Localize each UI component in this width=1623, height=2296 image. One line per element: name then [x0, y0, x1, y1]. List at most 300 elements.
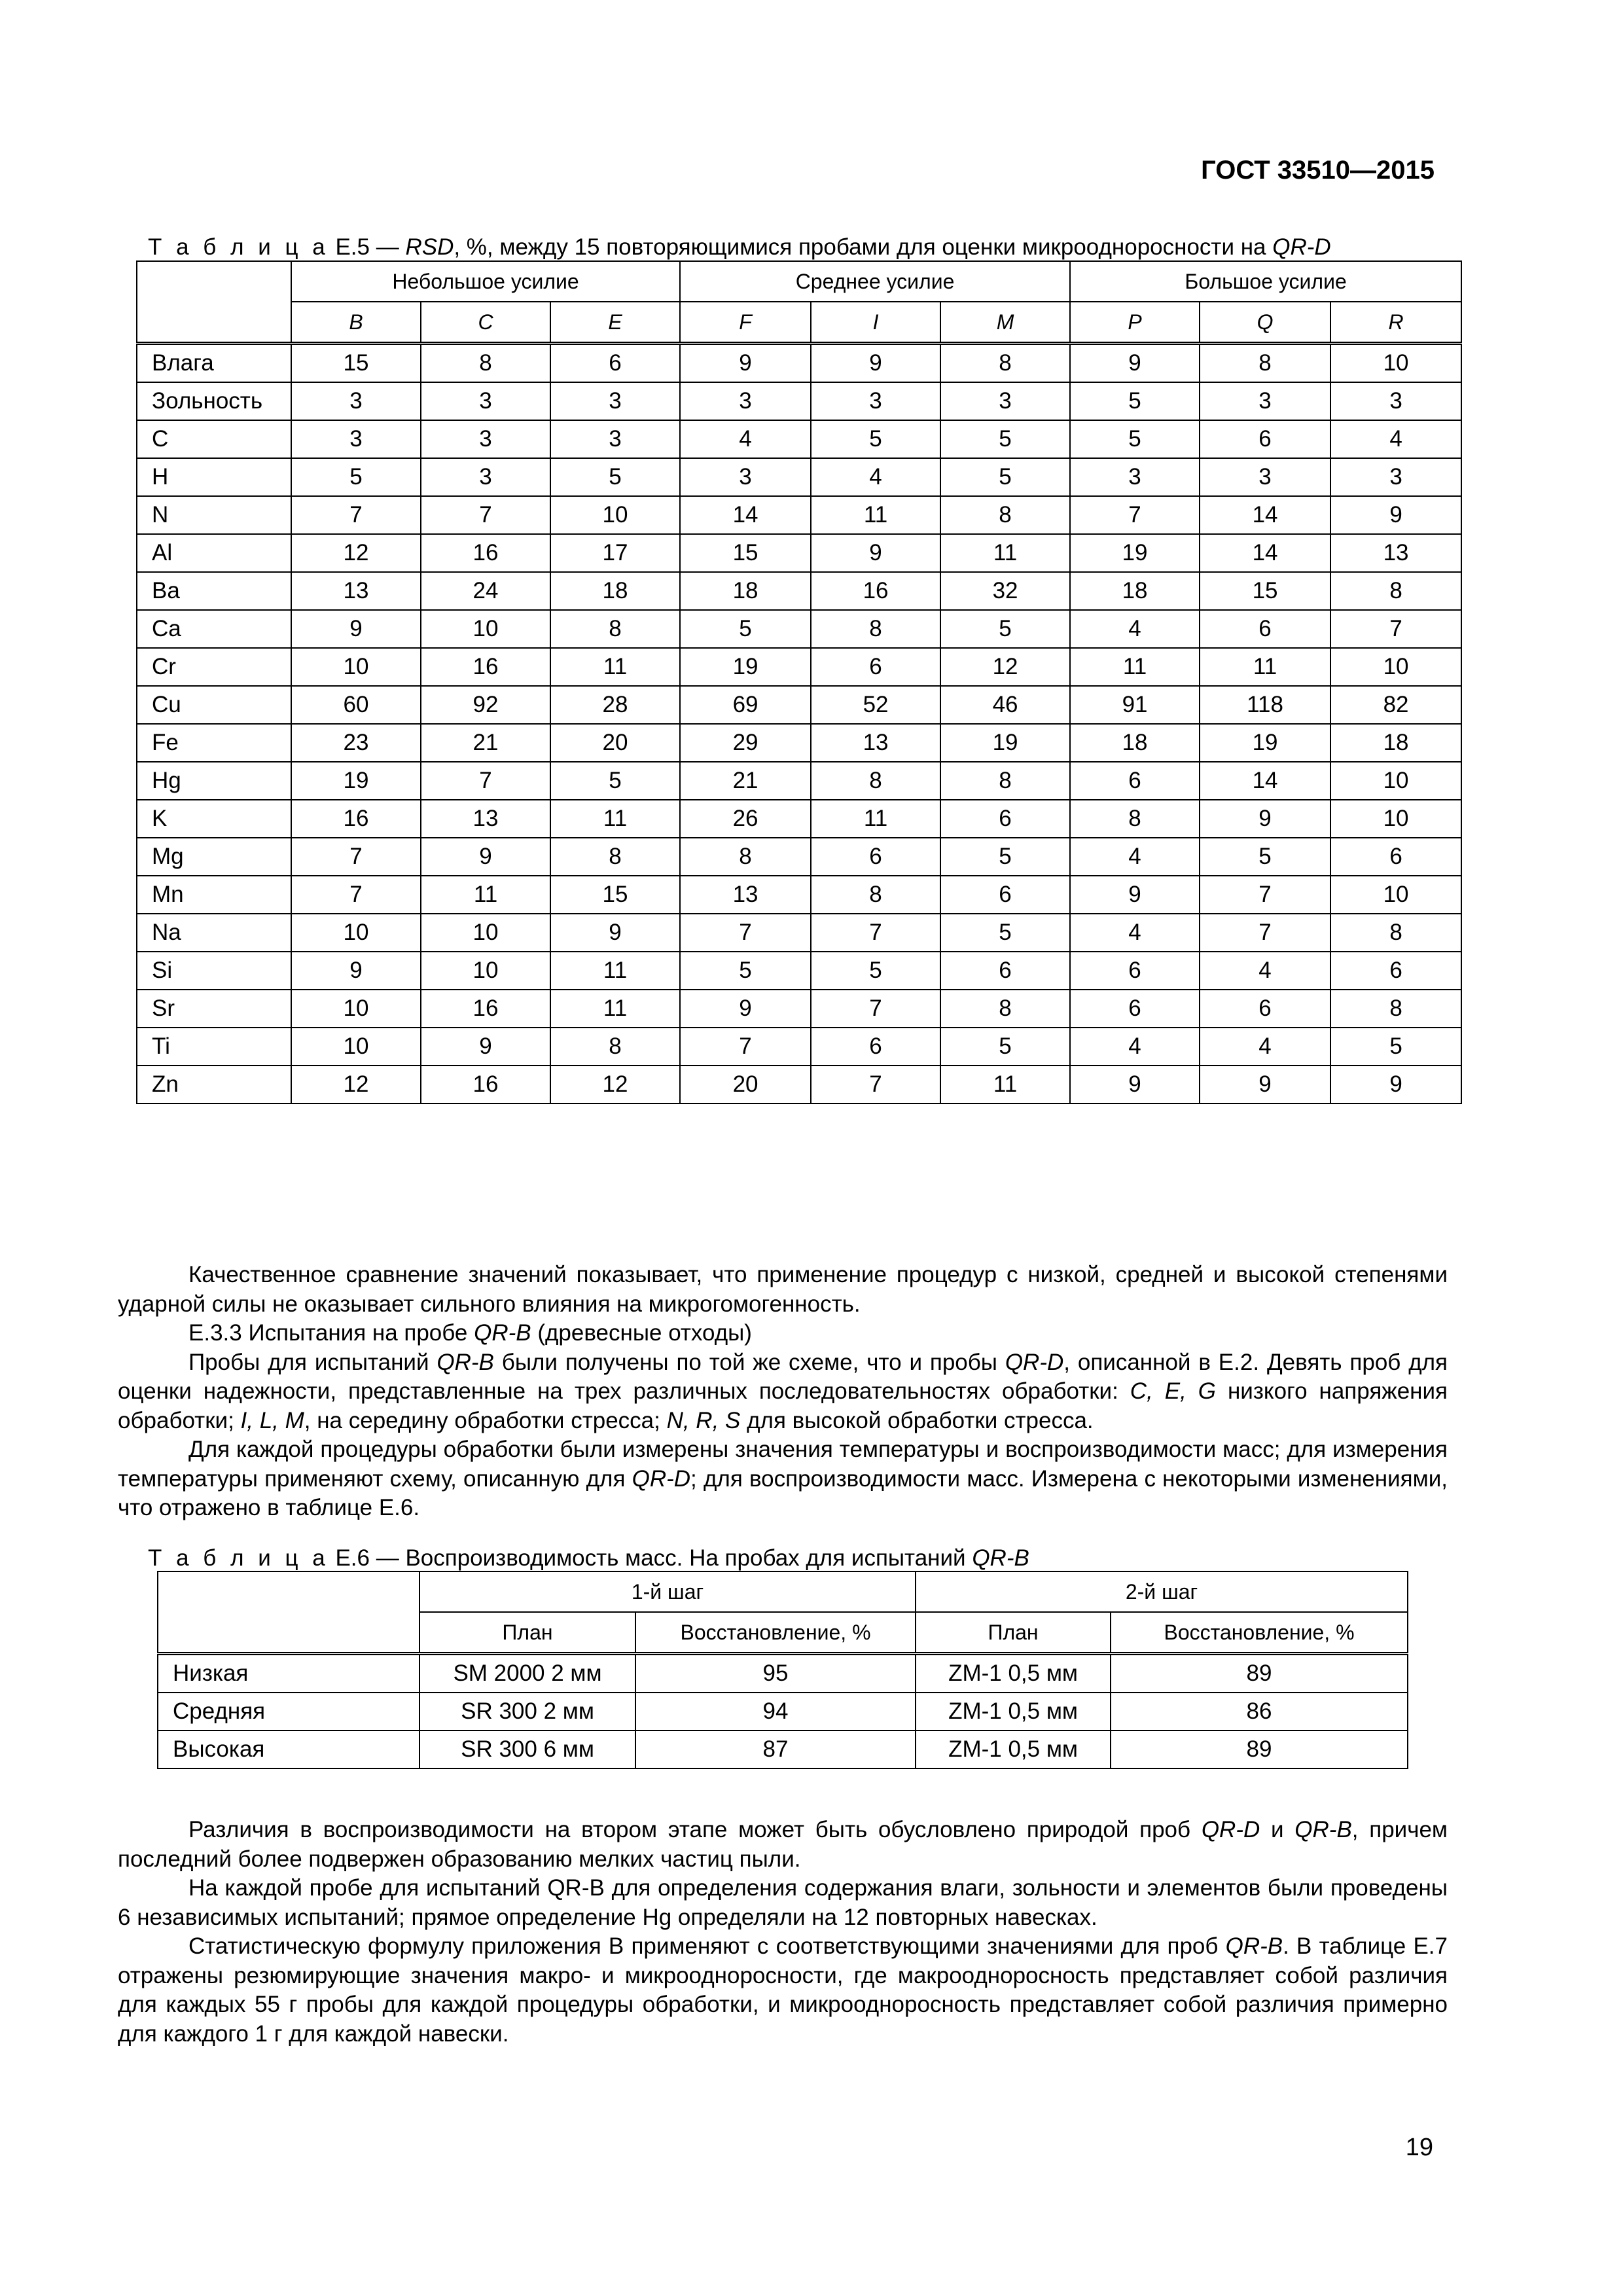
table-cell: 21 [680, 762, 811, 800]
table-cell: 18 [550, 572, 680, 610]
table-cell: 7 [291, 496, 421, 534]
table-e5-group-low: Небольшое усилие [291, 261, 680, 302]
table-cell: 8 [550, 838, 680, 876]
table-cell: 7 [1200, 876, 1330, 914]
table-cell: 7 [421, 496, 550, 534]
table-cell: 8 [940, 344, 1070, 383]
table-cell: 12 [940, 648, 1070, 686]
table-cell: 6 [940, 876, 1070, 914]
table-cell: 7 [421, 762, 550, 800]
row-label: Низкая [158, 1654, 419, 1693]
table-e5-col-header: I [811, 302, 940, 344]
table-cell: 11 [550, 952, 680, 990]
table-cell: 10 [421, 610, 550, 648]
section-heading [118, 1319, 1448, 1348]
table-cell: 5 [940, 914, 1070, 952]
table-cell: 32 [940, 572, 1070, 610]
table-cell: 82 [1330, 686, 1461, 724]
table-cell: 12 [550, 1066, 680, 1103]
heading-text: Е.3.3 Испытания на пробе [188, 1320, 474, 1346]
table-cell: 8 [940, 990, 1070, 1028]
text-italic: QR-D [632, 1465, 691, 1492]
table-cell: 13 [1330, 534, 1461, 572]
table-e5-row [137, 534, 1461, 572]
table-cell: 18 [1330, 724, 1461, 762]
table-cell: 10 [291, 990, 421, 1028]
table-e5-caption-rsd: RSD [405, 234, 454, 260]
table-cell: 4 [680, 420, 811, 458]
table-e6-caption-sample: QR-B [972, 1545, 1029, 1571]
table-e5-caption-num: Е.5 — [329, 234, 406, 260]
text-run: были получены по той же схеме, что и пробы [493, 1349, 1005, 1375]
text-run: для высокой обработки стресса. [740, 1407, 1094, 1433]
table-cell: ZM-1 0,5 мм [916, 1654, 1111, 1693]
table-cell: 11 [421, 876, 550, 914]
row-label: Al [137, 534, 291, 572]
table-cell: 8 [811, 762, 940, 800]
table-e6-caption-prefix: Т а б л и ц а [148, 1545, 329, 1571]
table-cell: 10 [1330, 876, 1461, 914]
row-label: N [137, 496, 291, 534]
table-cell: 5 [811, 420, 940, 458]
table-cell: 94 [635, 1693, 916, 1731]
text-block-1 [118, 1261, 1448, 1523]
table-e6 [157, 1571, 1408, 1769]
table-e5-row [137, 800, 1461, 838]
table-cell: 5 [940, 420, 1070, 458]
table-cell: 5 [811, 952, 940, 990]
table-cell: 8 [940, 762, 1070, 800]
table-e5-caption-prefix: Т а б л и ц а [148, 234, 329, 260]
table-cell: SM 2000 2 мм [419, 1654, 635, 1693]
text-block-2 [118, 1816, 1448, 2049]
table-e5-row [137, 838, 1461, 876]
table-cell: SR 300 6 мм [419, 1731, 635, 1768]
table-e6-step-2: 2-й шаг [916, 1571, 1408, 1612]
table-cell: 29 [680, 724, 811, 762]
row-label: Ti [137, 1028, 291, 1066]
table-cell: 3 [1200, 382, 1330, 420]
table-cell: 3 [1200, 458, 1330, 496]
page-number: 19 [1405, 2134, 1433, 2161]
table-cell: 11 [550, 990, 680, 1028]
table-cell: 15 [550, 876, 680, 914]
table-e5-col-header: Q [1200, 302, 1330, 344]
table-cell: 6 [1070, 762, 1200, 800]
row-label: Na [137, 914, 291, 952]
table-cell: 6 [1070, 990, 1200, 1028]
row-label: Hg [137, 762, 291, 800]
table-cell: 23 [291, 724, 421, 762]
table-cell: 5 [940, 458, 1070, 496]
table-cell: 7 [291, 838, 421, 876]
table-cell: 8 [421, 344, 550, 383]
table-cell: 6 [811, 1028, 940, 1066]
table-cell: 3 [550, 382, 680, 420]
table-e5-col-header: B [291, 302, 421, 344]
table-cell: 6 [1330, 838, 1461, 876]
table-cell: 4 [1330, 420, 1461, 458]
table-cell: 11 [550, 648, 680, 686]
row-label: Влага [137, 344, 291, 383]
table-e5-corner [137, 261, 291, 302]
table-e6-subheader: План [916, 1612, 1111, 1654]
row-label: Mn [137, 876, 291, 914]
table-cell: 3 [1330, 382, 1461, 420]
table-cell: 9 [421, 838, 550, 876]
table-cell: 18 [1070, 572, 1200, 610]
table-cell: 19 [680, 648, 811, 686]
table-cell: 10 [550, 496, 680, 534]
table-cell: 4 [1070, 838, 1200, 876]
table-cell: 11 [811, 800, 940, 838]
table-cell: 18 [680, 572, 811, 610]
text-run: низкого напряжения обработки; [118, 1378, 1448, 1433]
table-cell: 8 [1330, 914, 1461, 952]
table-cell: 8 [680, 838, 811, 876]
table-e6-subheader: Восстановление, % [635, 1612, 916, 1654]
row-label: Высокая [158, 1731, 419, 1768]
table-cell: 92 [421, 686, 550, 724]
table-e5-row [137, 1028, 1461, 1066]
table-e6-row [158, 1693, 1408, 1731]
table-cell: 6 [940, 952, 1070, 990]
table-cell: 24 [421, 572, 550, 610]
table-cell: 7 [291, 876, 421, 914]
table-cell: 7 [1070, 496, 1200, 534]
table-cell: ZM-1 0,5 мм [916, 1731, 1111, 1768]
table-cell: 8 [1070, 800, 1200, 838]
text-run: , описанной в Е.2. Девять проб для оценки надежности, представленные на трех различных последовательностях обработки: [118, 1349, 1448, 1404]
table-cell: 3 [811, 382, 940, 420]
table-cell: 16 [811, 572, 940, 610]
table-cell: 8 [1200, 344, 1330, 383]
table-e5-row [137, 496, 1461, 534]
table-cell: 10 [1330, 648, 1461, 686]
table-cell: 6 [550, 344, 680, 383]
table-cell: 5 [1070, 382, 1200, 420]
table-e5-row [137, 724, 1461, 762]
table-cell: 9 [680, 990, 811, 1028]
table-cell: 9 [1070, 1066, 1200, 1103]
text-italic: C, E, G [1130, 1378, 1217, 1404]
table-cell: 14 [1200, 534, 1330, 572]
table-cell: 28 [550, 686, 680, 724]
table-cell: 7 [680, 914, 811, 952]
text-run: Пробы для испытаний [188, 1349, 437, 1375]
table-cell: 9 [1070, 876, 1200, 914]
table-cell: 5 [1200, 838, 1330, 876]
table-e6-subheader: План [419, 1612, 635, 1654]
table-e5-row [137, 914, 1461, 952]
table-e6-caption [148, 1545, 1029, 1571]
table-cell: 4 [811, 458, 940, 496]
text-run: и [1260, 1817, 1295, 1842]
table-cell: 5 [550, 762, 680, 800]
text-italic: N, R, S [666, 1407, 741, 1433]
table-cell: 17 [550, 534, 680, 572]
table-cell: 15 [680, 534, 811, 572]
table-e5-col-header: C [421, 302, 550, 344]
table-e5-row [137, 952, 1461, 990]
table-cell: ZM-1 0,5 мм [916, 1693, 1111, 1731]
table-cell: 14 [1200, 762, 1330, 800]
table-e5 [136, 260, 1462, 1104]
table-cell: 5 [680, 610, 811, 648]
table-cell: 10 [291, 914, 421, 952]
table-cell: 16 [291, 800, 421, 838]
table-cell: 3 [1330, 458, 1461, 496]
table-e5-col-header: R [1330, 302, 1461, 344]
table-cell: 5 [940, 838, 1070, 876]
paragraph [118, 1348, 1448, 1436]
table-cell: 8 [940, 496, 1070, 534]
paragraph [118, 1932, 1448, 2049]
table-cell: 3 [421, 420, 550, 458]
table-cell: 91 [1070, 686, 1200, 724]
table-cell: 16 [421, 534, 550, 572]
table-cell: 6 [811, 648, 940, 686]
table-cell: 5 [940, 610, 1070, 648]
table-cell: 13 [680, 876, 811, 914]
table-cell: 16 [421, 648, 550, 686]
table-cell: 8 [550, 610, 680, 648]
table-cell: 11 [550, 800, 680, 838]
row-label: Sr [137, 990, 291, 1028]
row-label: C [137, 420, 291, 458]
table-cell: 7 [1330, 610, 1461, 648]
table-cell: 87 [635, 1731, 916, 1768]
table-e6-row [158, 1654, 1408, 1693]
table-cell: 5 [680, 952, 811, 990]
table-cell: 19 [291, 762, 421, 800]
row-label: Средняя [158, 1693, 419, 1731]
table-e5-group-high: Большое усилие [1070, 261, 1461, 302]
table-cell: 5 [550, 458, 680, 496]
table-e5-corner-lower [137, 302, 291, 344]
table-e5-row [137, 572, 1461, 610]
table-e5-row [137, 344, 1461, 383]
table-cell: 5 [1330, 1028, 1461, 1066]
table-cell: 9 [680, 344, 811, 383]
table-cell: 9 [1330, 496, 1461, 534]
table-cell: 10 [1330, 800, 1461, 838]
text-italic: QR-B [1294, 1817, 1352, 1842]
row-label: H [137, 458, 291, 496]
table-cell: 69 [680, 686, 811, 724]
table-cell: 7 [811, 914, 940, 952]
table-cell: 13 [421, 800, 550, 838]
table-e5-row [137, 876, 1461, 914]
table-cell: 4 [1070, 1028, 1200, 1066]
heading-sample: QR-B [474, 1320, 531, 1346]
table-cell: 4 [1070, 914, 1200, 952]
row-label: Zn [137, 1066, 291, 1103]
table-cell: 9 [811, 344, 940, 383]
text-run: ; для воспроизводимости масс. Измерена с некоторыми изменениями, что отражено в таблице Е.6. [118, 1465, 1448, 1520]
table-cell: 52 [811, 686, 940, 724]
table-cell: 19 [1070, 534, 1200, 572]
table-cell: 6 [1200, 990, 1330, 1028]
table-cell: 3 [550, 420, 680, 458]
table-cell: 89 [1111, 1654, 1408, 1693]
table-cell: 8 [811, 610, 940, 648]
row-label: Зольность [137, 382, 291, 420]
table-cell: 5 [940, 1028, 1070, 1066]
table-cell: 4 [1200, 952, 1330, 990]
table-e5-caption-text: , %, между 15 повторяющимися пробами для оценки микроодноросности на [454, 234, 1273, 260]
paragraph: Качественное сравнение значений показывает, что применение процедур с низкой, средней и высокой степенями ударной силы не оказывает сильного влияния на микрогомогенность. [118, 1262, 1448, 1317]
table-cell: 12 [291, 1066, 421, 1103]
table-cell: 9 [1330, 1066, 1461, 1103]
table-cell: 9 [1200, 1066, 1330, 1103]
text-run: Для каждой процедуры обработки были измерены значения температуры и воспроизводимости масс; для измерения температуры применяют схему, описанную для [118, 1437, 1448, 1492]
row-label: K [137, 800, 291, 838]
table-e5-row [137, 458, 1461, 496]
table-cell: 5 [291, 458, 421, 496]
table-e5-col-header: F [680, 302, 811, 344]
table-cell: 89 [1111, 1731, 1408, 1768]
heading-text-end: (древесные отходы) [531, 1320, 752, 1346]
table-cell: 11 [940, 534, 1070, 572]
table-e5-row [137, 686, 1461, 724]
table-cell: 3 [680, 382, 811, 420]
table-cell: SR 300 2 мм [419, 1693, 635, 1731]
table-cell: 7 [811, 1066, 940, 1103]
table-cell: 9 [550, 914, 680, 952]
table-cell: 5 [1070, 420, 1200, 458]
table-e5-caption [148, 234, 1331, 260]
text-italic: QR-B [1225, 1933, 1283, 1959]
table-cell: 6 [1070, 952, 1200, 990]
table-e6-subheader: Восстановление, % [1111, 1612, 1408, 1654]
table-cell: 4 [1200, 1028, 1330, 1066]
table-cell: 7 [811, 990, 940, 1028]
table-e6-step-1: 1-й шаг [419, 1571, 916, 1612]
table-cell: 6 [940, 800, 1070, 838]
table-cell: 7 [680, 1028, 811, 1066]
table-cell: 9 [811, 534, 940, 572]
table-cell: 3 [680, 458, 811, 496]
row-label: Fe [137, 724, 291, 762]
table-cell: 9 [291, 610, 421, 648]
table-cell: 118 [1200, 686, 1330, 724]
table-cell: 14 [1200, 496, 1330, 534]
table-cell: 8 [550, 1028, 680, 1066]
table-cell: 8 [1330, 990, 1461, 1028]
table-cell: 60 [291, 686, 421, 724]
table-cell: 13 [291, 572, 421, 610]
table-cell: 6 [811, 838, 940, 876]
table-cell: 3 [421, 458, 550, 496]
table-cell: 20 [550, 724, 680, 762]
table-e5-col-header: M [940, 302, 1070, 344]
table-cell: 11 [1070, 648, 1200, 686]
table-cell: 16 [421, 990, 550, 1028]
table-cell: 18 [1070, 724, 1200, 762]
table-cell: 21 [421, 724, 550, 762]
table-e5-col-header: E [550, 302, 680, 344]
table-cell: 3 [1070, 458, 1200, 496]
table-cell: 10 [1330, 762, 1461, 800]
table-cell: 15 [1200, 572, 1330, 610]
table-cell: 16 [421, 1066, 550, 1103]
table-cell: 4 [1070, 610, 1200, 648]
row-label: Mg [137, 838, 291, 876]
table-e5-row [137, 1066, 1461, 1103]
table-e5-row [137, 420, 1461, 458]
table-cell: 12 [291, 534, 421, 572]
table-cell: 11 [811, 496, 940, 534]
table-cell: 10 [421, 952, 550, 990]
table-cell: 11 [940, 1066, 1070, 1103]
text-run: , на середину обработки стресса; [304, 1407, 667, 1433]
table-cell: 13 [811, 724, 940, 762]
paragraph [118, 1816, 1448, 1874]
table-cell: 10 [291, 648, 421, 686]
row-label: Cu [137, 686, 291, 724]
table-cell: 3 [421, 382, 550, 420]
row-label: Ba [137, 572, 291, 610]
table-cell: 9 [1070, 344, 1200, 383]
paragraph [118, 1435, 1448, 1523]
table-cell: 3 [291, 382, 421, 420]
table-cell: 7 [1200, 914, 1330, 952]
table-e5-row [137, 382, 1461, 420]
table-cell: 95 [635, 1654, 916, 1693]
table-e5-row [137, 610, 1461, 648]
table-cell: 46 [940, 686, 1070, 724]
table-cell: 6 [1330, 952, 1461, 990]
text-run: , причем последний более подвержен образованию мелких частиц пыли. [118, 1817, 1448, 1872]
table-cell: 6 [1200, 610, 1330, 648]
row-label: Ca [137, 610, 291, 648]
table-e6-caption-text: Е.6 — Воспроизводимость масс. На пробах для испытаний [329, 1545, 972, 1571]
table-e6-corner-lower [158, 1612, 419, 1654]
table-e5-row [137, 990, 1461, 1028]
text-run: . В таблице Е.7 отражены резюмирующие значения макро- и микроодноросности, где макроодноросность представляет собой различия для каждых 55 г пробы для каждой процедуры обработки, и микроодноросность представляет собой различия примерно для каждого 1 г для каждой навески. [118, 1933, 1448, 2047]
text-run: Статистическую формулу приложения В применяют с соответствующими значениями для проб [188, 1933, 1226, 1959]
text-italic: QR-B [437, 1349, 494, 1375]
text-italic: QR-D [1201, 1817, 1260, 1842]
table-cell: 9 [291, 952, 421, 990]
table-cell: 9 [421, 1028, 550, 1066]
table-cell: 9 [1200, 800, 1330, 838]
text-italic: QR-D [1005, 1349, 1064, 1375]
table-cell: 10 [421, 914, 550, 952]
table-e6-row [158, 1731, 1408, 1768]
paragraph: На каждой пробе для испытаний QR-B для определения содержания влаги, зольности и элементов были проведены 6 независимых испытаний; прямое определение Hg определяли на 12 повторных навесках. [118, 1875, 1448, 1930]
table-cell: 26 [680, 800, 811, 838]
table-cell: 10 [1330, 344, 1461, 383]
table-e6-corner [158, 1571, 419, 1612]
text-italic: I, L, M [240, 1407, 304, 1433]
row-label: Cr [137, 648, 291, 686]
table-e5-col-header: P [1070, 302, 1200, 344]
table-e5-group-medium: Среднее усилие [680, 261, 1070, 302]
table-cell: 8 [811, 876, 940, 914]
table-cell: 15 [291, 344, 421, 383]
row-label: Si [137, 952, 291, 990]
table-e5-caption-sample: QR-D [1272, 234, 1331, 260]
table-cell: 3 [291, 420, 421, 458]
document-id: ГОСТ 33510—2015 [1201, 156, 1435, 185]
table-cell: 86 [1111, 1693, 1408, 1731]
table-e5-row [137, 762, 1461, 800]
table-e5-row [137, 648, 1461, 686]
table-cell: 11 [1200, 648, 1330, 686]
table-cell: 6 [1200, 420, 1330, 458]
